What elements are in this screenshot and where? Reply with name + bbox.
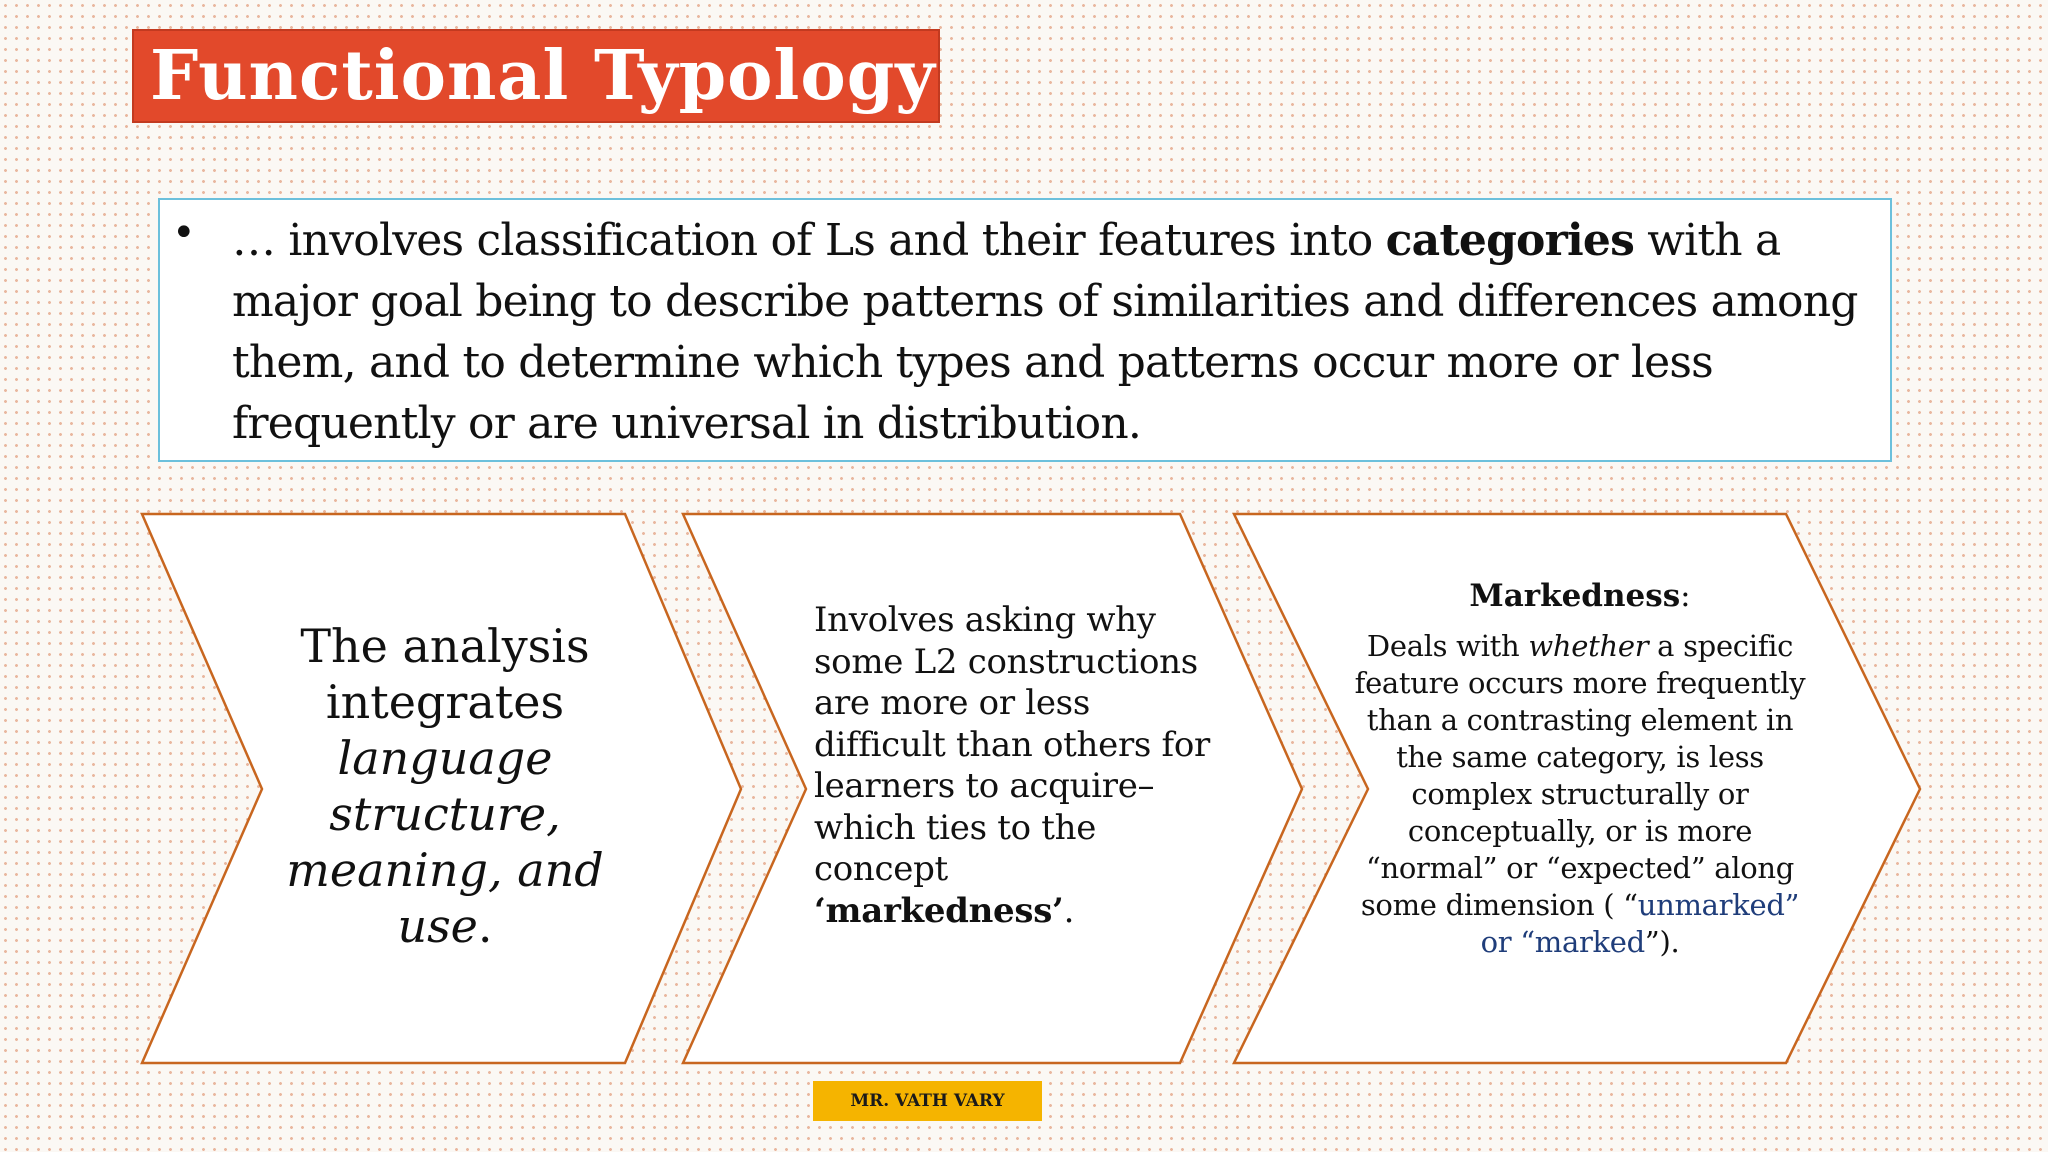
chevron-3-text-middle: a specific feature occurs more frequently than a contrasting element in the same category, is less complex structurally or conceptually, or is more “normal” or “expected” along some dimension ( “ [1354, 629, 1806, 922]
chevron-text-2 [814, 600, 1214, 932]
chevron-3-italic: whether [1528, 629, 1649, 663]
chevron-1-suffix: . [477, 899, 493, 953]
unmarked-term: unmarked [1637, 888, 1785, 922]
chevron-3-title-bold: Markedness [1469, 578, 1681, 614]
bullet-text-end: with a major goal being to describe patterns of similarities and differences among them, and to determine which types and patterns occur more or less frequently or are universal in distribution. [232, 215, 1858, 449]
slide-title: Functional Typology [150, 36, 936, 116]
bullet-bold-term: categories [1385, 215, 1635, 266]
bullet-text-start: … involves classification of Ls and their features into [232, 215, 1386, 266]
chevron-2-bold: ‘markedness’ [814, 890, 1064, 931]
chevron-3-title-suffix: : [1680, 578, 1691, 614]
chevron-1-prefix: The analysis integrates [300, 619, 590, 729]
chevron-3-end: ”). [1644, 925, 1680, 959]
chevron-1-italic: language structure, meaning, and use [286, 731, 604, 953]
chevron-2-text: Involves asking why some L2 constructions are more or less difficult than others for learners to acquire–which ties to the concept [814, 600, 1210, 889]
marked-term: marked [1534, 925, 1645, 959]
chevron-text-3 [1350, 628, 1810, 961]
bullet-icon: • [172, 210, 196, 256]
chevron-text-1 [260, 618, 630, 954]
term-separator: ” or “ [1480, 888, 1800, 959]
chevron-3-text-before: Deals with [1366, 629, 1529, 663]
chevron-3-title [1340, 576, 1820, 616]
author-tag [813, 1081, 1042, 1121]
author-name: MR. VATH VARY [850, 1091, 1005, 1111]
chevron-2-suffix: . [1063, 890, 1075, 931]
